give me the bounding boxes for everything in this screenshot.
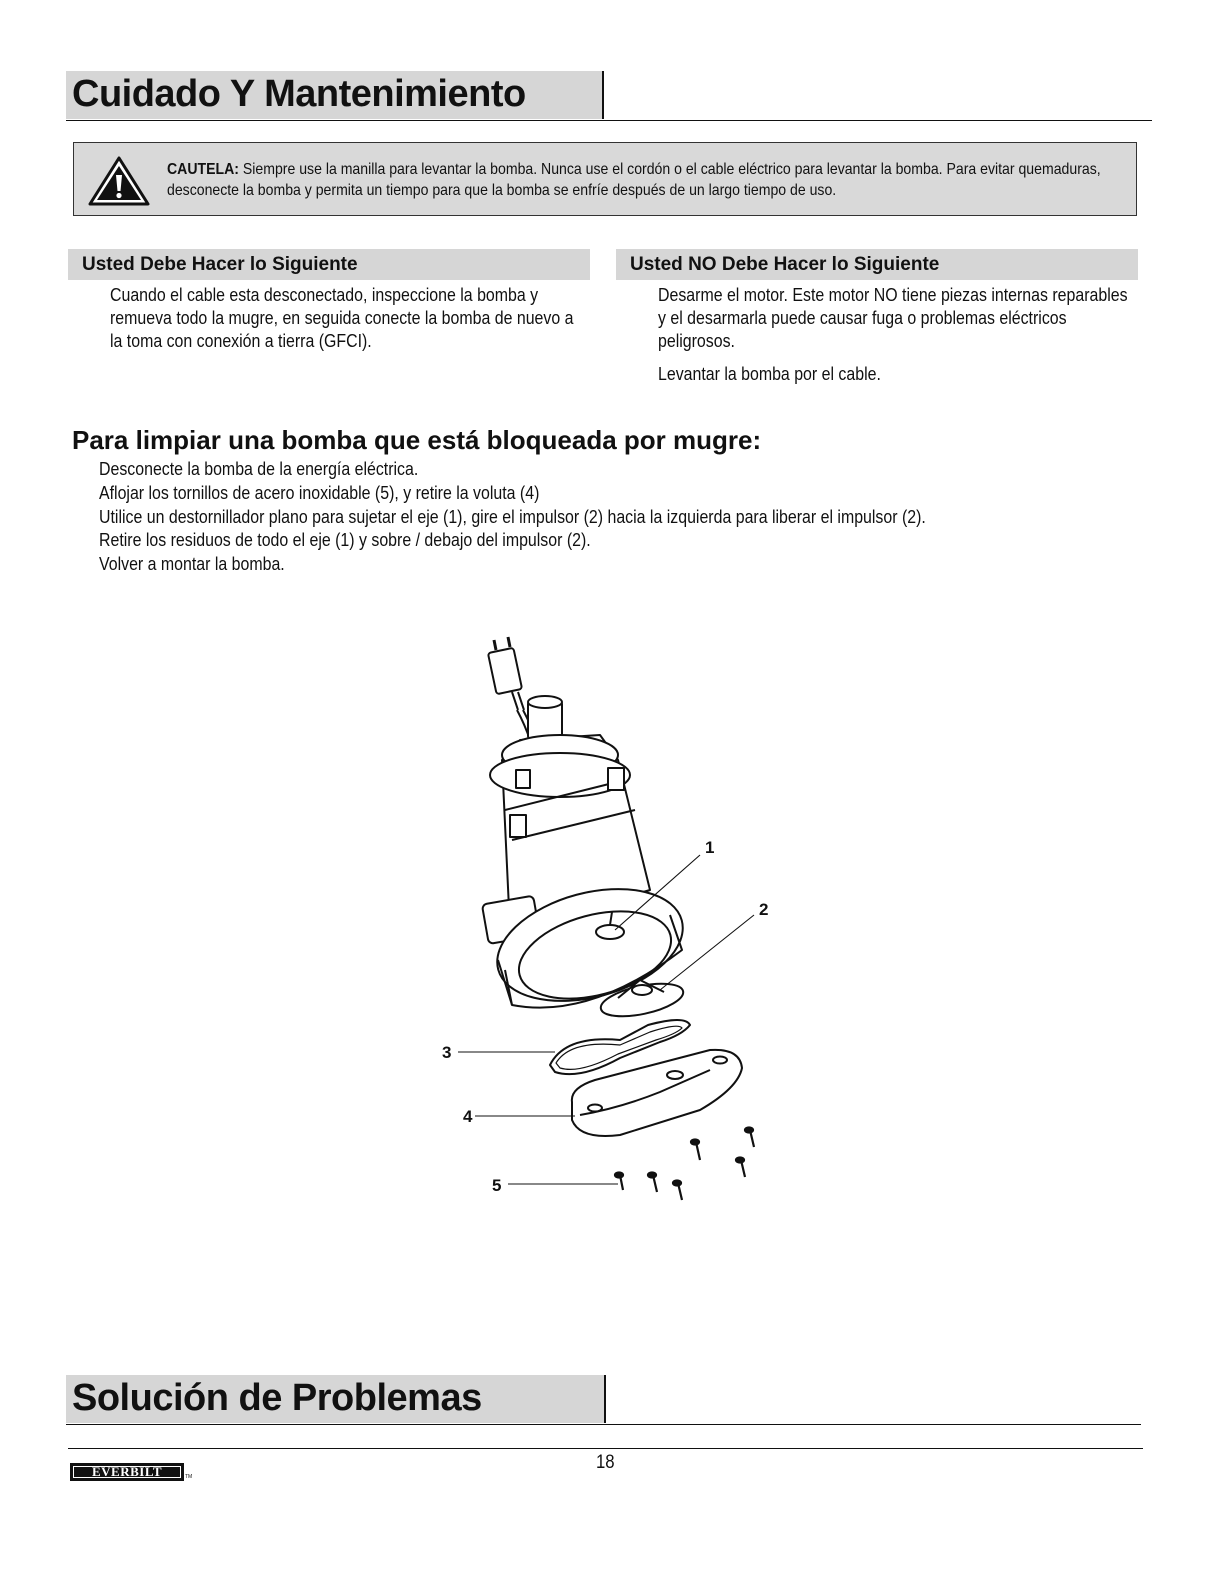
- cleaning-step: Retire los residuos de todo el eje (1) y sobre / debajo del impulsor (2).: [99, 529, 591, 551]
- callout-3: 3: [442, 1043, 452, 1062]
- cleaning-step: Aflojar los tornillos de acero inoxidable (5), y retire la voluta (4): [99, 481, 540, 503]
- cleaning-step: Volver a montar la bomba.: [99, 553, 285, 575]
- page-number: 18: [596, 1452, 615, 1473]
- cleaning-step: Desconecte la bomba de la energía eléctrica.: [99, 458, 419, 479]
- callout-4: 4: [463, 1107, 473, 1126]
- footer-rule: [68, 1448, 1143, 1449]
- dont-column-item: Desarme el motor. Este motor NO tiene piezas internas reparables y el desarmarla puede causar fuga o problemas eléctricos peligrosos.: [658, 284, 1128, 351]
- section-title: Cuidado Y Mantenimiento: [72, 73, 526, 115]
- caution-body: Siempre use la manilla para levantar la bomba. Nunca use el cordón o el cable eléctrico para levantar la bomba. Para evitar quemaduras, desconecte la bomba y permita un tiempo para que la bomba se enfríe después de un largo tiempo de uso.: [167, 161, 1101, 199]
- screw-icon: [615, 1128, 754, 1201]
- cleaning-heading: Para limpiar una bomba que está bloqueada por mugre:: [72, 425, 762, 455]
- section-title-box: [66, 1375, 606, 1423]
- warning-icon: [87, 155, 151, 207]
- brand-logo-text: EVERBILT: [72, 1465, 182, 1479]
- cleaning-step: Utilice un destornillador plano para sujetar el eje (1), gire el impulsor (2) hacia la izquierda para liberar el impulsor (2).: [99, 505, 926, 527]
- section-rule: [66, 1424, 1141, 1425]
- caution-text: [167, 159, 1113, 201]
- dont-column-item: Levantar la bomba por el cable.: [658, 363, 881, 384]
- brand-logo: [70, 1463, 184, 1481]
- section-title-box: [66, 71, 604, 119]
- pump-exploded-diagram: [420, 630, 820, 1210]
- caution-box: [73, 142, 1137, 216]
- callout-5: 5: [492, 1176, 502, 1195]
- callout-1: 1: [705, 838, 715, 857]
- do-column-heading: Usted Debe Hacer lo Siguiente: [68, 249, 590, 280]
- trademark-mark: TM: [185, 1474, 193, 1480]
- do-column-item: Cuando el cable esta desconectado, inspeccione la bomba y remueva todo la mugre, en seguida conecte la bomba de nuevo a la toma con conexión a tierra (GFCI).: [110, 284, 574, 351]
- dont-column-heading: Usted NO Debe Hacer lo Siguiente: [616, 249, 1138, 280]
- caution-label: CAUTELA:: [167, 161, 239, 178]
- cleaning-steps: [99, 457, 1131, 576]
- section-rule: [66, 120, 1152, 121]
- section-title: Solución de Problemas: [72, 1377, 482, 1419]
- callout-2: 2: [759, 900, 769, 919]
